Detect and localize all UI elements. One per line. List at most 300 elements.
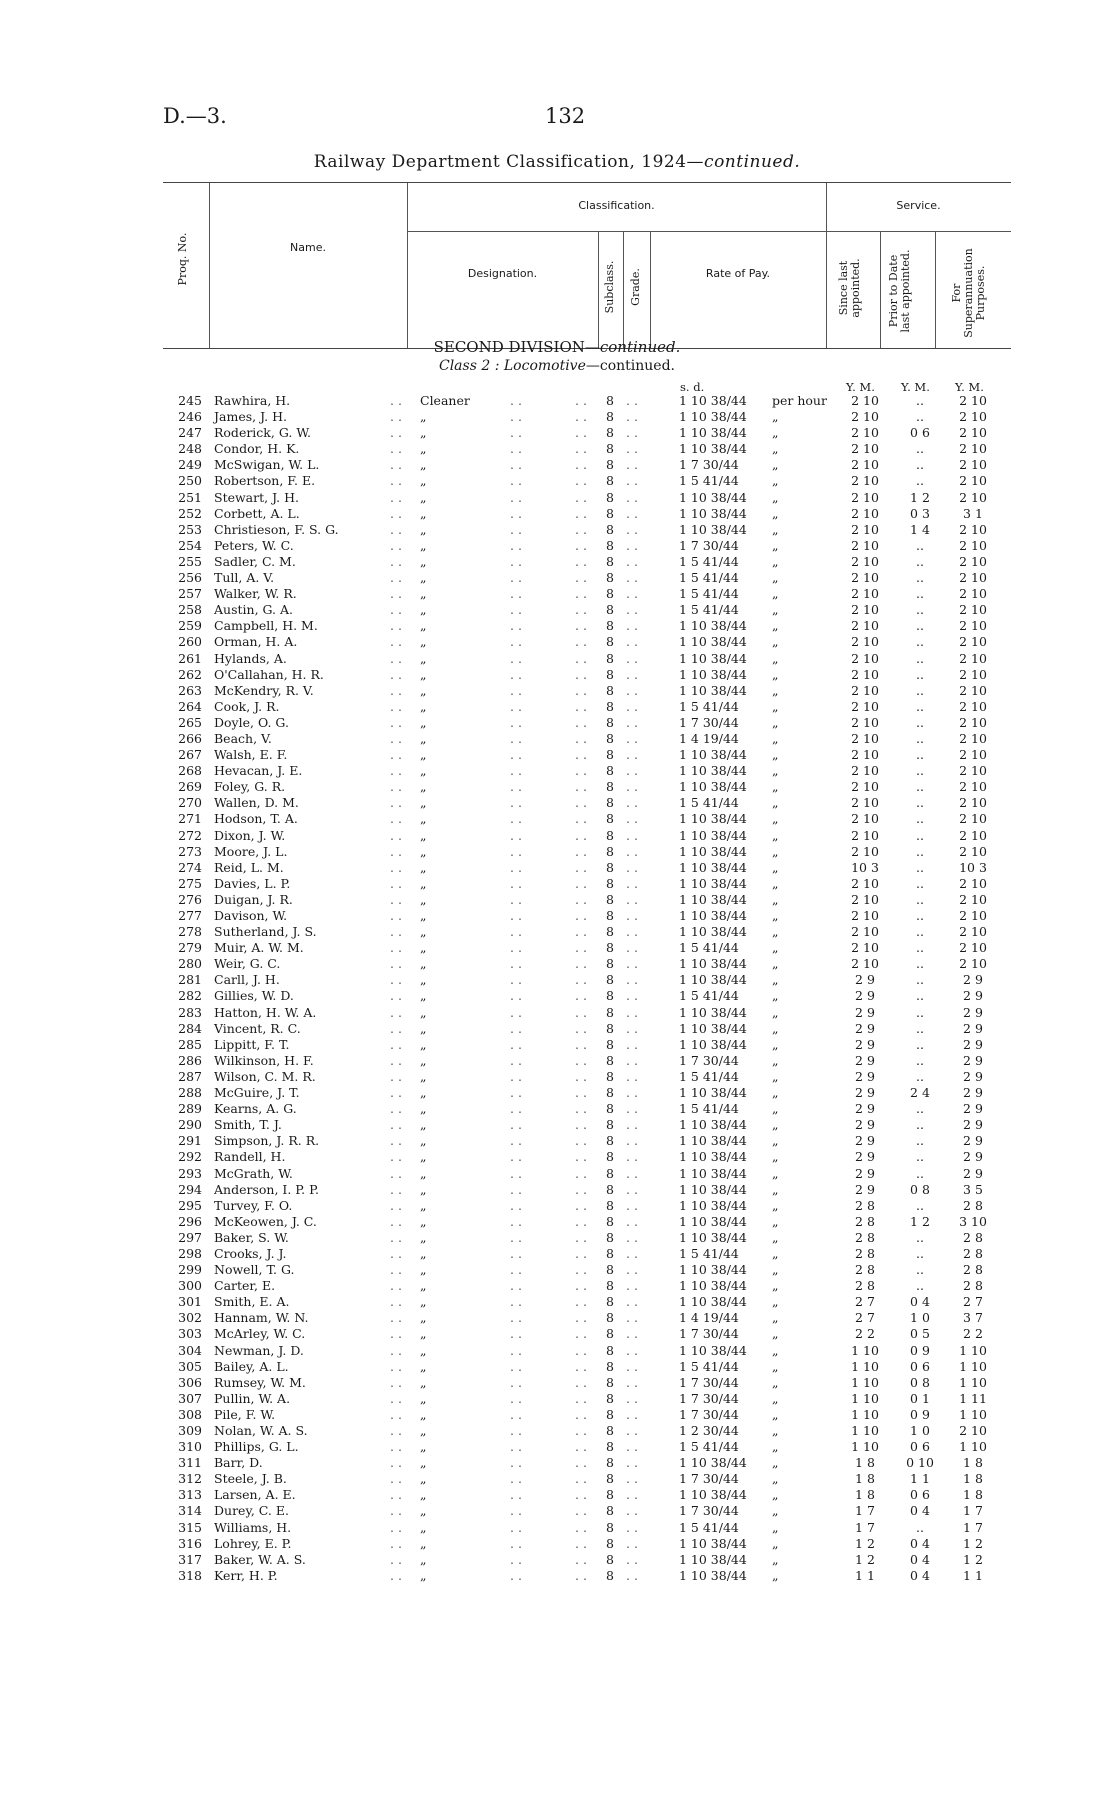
- leader-dots: . .: [510, 1423, 522, 1438]
- leader-dots: . .: [390, 1117, 402, 1133]
- employee-name: Condor, H. K.: [214, 441, 300, 457]
- table-row: [0, 586, 1114, 602]
- table-row: [0, 731, 1114, 747]
- leader-dots: . .: [575, 1181, 587, 1197]
- rate-of-pay: 1 10 38/44: [679, 425, 747, 441]
- table-row: [0, 747, 1114, 763]
- leader-dots: . .: [626, 859, 638, 875]
- leader-dots: . .: [575, 457, 587, 473]
- rate-unit: „: [772, 1197, 779, 1213]
- service-since-last-appointed: 2 7: [855, 1294, 875, 1310]
- service-prior: ..: [916, 763, 924, 779]
- employee-name: McKeowen, J. C.: [214, 1213, 317, 1229]
- subclass: 8: [606, 1245, 614, 1261]
- rate-unit: „: [772, 682, 779, 698]
- leader-dots: . .: [626, 875, 638, 891]
- leader-dots: . .: [390, 1278, 402, 1294]
- service-superannuation: 2 9: [963, 972, 983, 988]
- service-prior: 0 4: [910, 1535, 930, 1551]
- leader-dots: . .: [575, 521, 587, 537]
- employee-name: Hatton, H. W. A.: [214, 1004, 317, 1020]
- leader-dots: . .: [390, 570, 402, 586]
- service-since-last-appointed: 1 1: [855, 1567, 875, 1583]
- service-since-last-appointed: 2 9: [855, 1149, 875, 1165]
- service-since-last-appointed: 2 9: [855, 1085, 875, 1101]
- table-row: [0, 1375, 1114, 1391]
- rate-unit: „: [772, 956, 779, 972]
- leader-dots: . .: [575, 1068, 587, 1084]
- leader-dots: . .: [575, 634, 587, 650]
- rate-of-pay: 1 10 38/44: [679, 1567, 747, 1583]
- table-row: [0, 570, 1114, 586]
- designation: „: [420, 1245, 427, 1261]
- service-prior: 0 4: [910, 1567, 930, 1583]
- service-since-last-appointed: 2 9: [855, 1052, 875, 1068]
- service-prior: ..: [916, 940, 924, 956]
- rate-of-pay: 1 7 30/44: [679, 1326, 739, 1342]
- row-number: 303: [178, 1326, 202, 1342]
- leader-dots: . .: [510, 602, 522, 618]
- service-superannuation: 1 1: [963, 1567, 983, 1583]
- leader-dots: . .: [575, 843, 587, 859]
- employee-name: Nolan, W. A. S.: [214, 1423, 308, 1438]
- leader-dots: . .: [390, 1471, 402, 1487]
- service-prior: ..: [916, 1262, 924, 1278]
- leader-dots: . .: [390, 924, 402, 940]
- subclass: 8: [606, 393, 614, 408]
- table-row: [0, 1568, 1114, 1584]
- leader-dots: . .: [626, 1342, 638, 1358]
- designation: „: [420, 1117, 427, 1133]
- rate-unit: „: [772, 714, 779, 730]
- designation: „: [420, 1229, 427, 1245]
- leader-dots: . .: [626, 1101, 638, 1117]
- leader-dots: . .: [510, 1020, 522, 1036]
- service-since-last-appointed: 2 10: [851, 891, 879, 907]
- leader-dots: . .: [575, 1052, 587, 1068]
- table-row: [0, 876, 1114, 892]
- table-row: [0, 1085, 1114, 1101]
- table-row: [0, 715, 1114, 731]
- rate-of-pay: 1 10 38/44: [679, 972, 747, 988]
- leader-dots: . .: [626, 586, 638, 602]
- leader-dots: . .: [626, 1294, 638, 1310]
- leader-dots: . .: [390, 1197, 402, 1213]
- leader-dots: . .: [626, 537, 638, 553]
- leader-dots: . .: [626, 570, 638, 586]
- service-superannuation: 2 10: [959, 747, 987, 763]
- row-number: 309: [178, 1423, 202, 1438]
- leader-dots: . .: [626, 1133, 638, 1149]
- service-since-last-appointed: 2 9: [855, 1133, 875, 1149]
- service-since-last-appointed: 2 9: [855, 1165, 875, 1181]
- rate-unit: „: [772, 1471, 779, 1487]
- service-prior: 1 1: [910, 1471, 930, 1487]
- service-since-last-appointed: 2 10: [851, 940, 879, 956]
- service-prior: 0 9: [910, 1406, 930, 1422]
- rate-of-pay: 1 5 41/44: [679, 988, 739, 1004]
- rate-unit: „: [772, 1326, 779, 1342]
- service-since-last-appointed: 2 8: [855, 1262, 875, 1278]
- designation: „: [420, 730, 427, 746]
- leader-dots: . .: [575, 1197, 587, 1213]
- leader-dots: . .: [626, 602, 638, 618]
- designation: „: [420, 1326, 427, 1342]
- leader-dots: . .: [390, 602, 402, 618]
- leader-dots: . .: [390, 714, 402, 730]
- leader-dots: . .: [510, 843, 522, 859]
- leader-dots: . .: [510, 1133, 522, 1149]
- unit-ym-since: Y. M.: [846, 380, 875, 394]
- service-since-last-appointed: 2 10: [851, 425, 879, 441]
- row-number: 316: [178, 1535, 202, 1551]
- designation: „: [420, 1262, 427, 1278]
- service-since-last-appointed: 2 10: [851, 473, 879, 489]
- employee-name: Moore, J. L.: [214, 843, 288, 859]
- employee-name: McSwigan, W. L.: [214, 457, 320, 473]
- leader-dots: . .: [390, 972, 402, 988]
- service-superannuation: 2 10: [959, 827, 987, 843]
- subclass: 8: [606, 521, 614, 537]
- leader-dots: . .: [390, 730, 402, 746]
- designation: „: [420, 1423, 427, 1438]
- service-superannuation: 2 10: [959, 666, 987, 682]
- service-since-last-appointed: 1 10: [851, 1439, 879, 1455]
- rate-of-pay: 1 10 38/44: [679, 1278, 747, 1294]
- leader-dots: . .: [510, 747, 522, 763]
- rate-of-pay: 1 10 38/44: [679, 1197, 747, 1213]
- row-number: 262: [178, 666, 202, 682]
- row-number: 279: [178, 940, 202, 956]
- leader-dots: . .: [575, 1439, 587, 1455]
- row-number: 271: [178, 811, 202, 827]
- rate-of-pay: 1 10 38/44: [679, 1133, 747, 1149]
- unit-sd: s. d.: [680, 380, 705, 394]
- leader-dots: . .: [510, 1503, 522, 1519]
- row-number: 289: [178, 1101, 202, 1117]
- leader-dots: . .: [626, 988, 638, 1004]
- employee-name: Randell, H.: [214, 1149, 286, 1165]
- leader-dots: . .: [626, 441, 638, 457]
- rate-unit: „: [772, 972, 779, 988]
- designation: „: [420, 875, 427, 891]
- employee-name: Roderick, G. W.: [214, 425, 311, 441]
- service-superannuation: 2 9: [963, 988, 983, 1004]
- leader-dots: . .: [626, 1374, 638, 1390]
- service-superannuation: 1 8: [963, 1471, 983, 1487]
- service-prior: ..: [916, 618, 924, 634]
- service-prior: ..: [916, 586, 924, 602]
- rate-unit: „: [772, 457, 779, 473]
- service-prior: ..: [916, 634, 924, 650]
- leader-dots: . .: [575, 1567, 587, 1583]
- leader-dots: . .: [510, 1278, 522, 1294]
- leader-dots: . .: [575, 1406, 587, 1422]
- rate-of-pay: 1 5 41/44: [679, 553, 739, 569]
- service-superannuation: 2 2: [963, 1326, 983, 1342]
- rate-of-pay: 1 10 38/44: [679, 843, 747, 859]
- designation: „: [420, 1471, 427, 1487]
- leader-dots: . .: [575, 666, 587, 682]
- leader-dots: . .: [390, 795, 402, 811]
- leader-dots: . .: [626, 1551, 638, 1567]
- leader-dots: . .: [575, 1487, 587, 1503]
- service-since-last-appointed: 2 10: [851, 698, 879, 714]
- leader-dots: . .: [390, 1455, 402, 1471]
- leader-dots: . .: [510, 1245, 522, 1261]
- row-number: 273: [178, 843, 202, 859]
- service-prior: ..: [916, 666, 924, 682]
- employee-name: Pile, F. W.: [214, 1406, 276, 1422]
- rate-unit: „: [772, 1551, 779, 1567]
- designation: „: [420, 843, 427, 859]
- table-row: [0, 828, 1114, 844]
- rate-of-pay: 1 10 38/44: [679, 763, 747, 779]
- leader-dots: . .: [575, 1085, 587, 1101]
- row-number: 248: [178, 441, 202, 457]
- designation: „: [420, 763, 427, 779]
- service-prior: ..: [916, 602, 924, 618]
- rate-unit: „: [772, 1133, 779, 1149]
- rate-unit: „: [772, 1085, 779, 1101]
- table-row: [0, 972, 1114, 988]
- employee-name: Williams, H.: [214, 1519, 292, 1535]
- subclass: 8: [606, 763, 614, 779]
- service-prior: ..: [916, 1117, 924, 1133]
- row-number: 275: [178, 875, 202, 891]
- leader-dots: . .: [510, 1101, 522, 1117]
- leader-dots: . .: [575, 505, 587, 521]
- subclass: 8: [606, 425, 614, 441]
- employee-name: O'Callahan, H. R.: [214, 666, 324, 682]
- leader-dots: . .: [626, 1165, 638, 1181]
- rate-unit: „: [772, 1101, 779, 1117]
- table-row: [0, 924, 1114, 940]
- service-since-last-appointed: 2 10: [851, 763, 879, 779]
- rate-unit: „: [772, 409, 779, 425]
- leader-dots: . .: [390, 521, 402, 537]
- service-superannuation: 2 10: [959, 956, 987, 972]
- rate-of-pay: 1 10 38/44: [679, 1487, 747, 1503]
- leader-dots: . .: [510, 698, 522, 714]
- service-prior: ..: [916, 1133, 924, 1149]
- rate-of-pay: 1 5 41/44: [679, 602, 739, 618]
- rate-unit: „: [772, 1068, 779, 1084]
- leader-dots: . .: [390, 1262, 402, 1278]
- leader-dots: . .: [390, 875, 402, 891]
- rate-of-pay: 1 5 41/44: [679, 586, 739, 602]
- service-superannuation: 1 2: [963, 1551, 983, 1567]
- leader-dots: . .: [510, 1406, 522, 1422]
- leader-dots: . .: [575, 409, 587, 425]
- leader-dots: . .: [626, 811, 638, 827]
- service-prior: ..: [916, 1165, 924, 1181]
- rate-unit: „: [772, 859, 779, 875]
- rate-of-pay: 1 10 38/44: [679, 1229, 747, 1245]
- row-number: 307: [178, 1390, 202, 1406]
- service-superannuation: 2 10: [959, 779, 987, 795]
- employee-name: Baker, S. W.: [214, 1229, 289, 1245]
- leader-dots: . .: [510, 811, 522, 827]
- service-prior: 1 4: [910, 521, 930, 537]
- rate-unit: „: [772, 1358, 779, 1374]
- leader-dots: . .: [510, 1390, 522, 1406]
- rate-unit: „: [772, 521, 779, 537]
- leader-dots: . .: [510, 1374, 522, 1390]
- service-superannuation: 10 3: [959, 859, 987, 875]
- leader-dots: . .: [510, 795, 522, 811]
- table-row: [0, 490, 1114, 506]
- leader-dots: . .: [390, 1149, 402, 1165]
- designation: „: [420, 908, 427, 923]
- employee-name: Corbett, A. L.: [214, 505, 300, 521]
- service-since-last-appointed: 1 8: [855, 1487, 875, 1503]
- service-superannuation: 2 10: [959, 940, 987, 956]
- leader-dots: . .: [390, 1020, 402, 1036]
- employee-name: Sadler, C. M.: [214, 553, 296, 569]
- subclass: 8: [606, 779, 614, 795]
- rate-of-pay: 1 7 30/44: [679, 1374, 739, 1390]
- designation: „: [420, 811, 427, 827]
- service-superannuation: 2 8: [963, 1278, 983, 1294]
- rate-unit: „: [772, 1052, 779, 1068]
- table-row: [0, 956, 1114, 972]
- rate-of-pay: 1 10 38/44: [679, 1165, 747, 1181]
- employee-name: Campbell, H. M.: [214, 618, 318, 634]
- row-number: 286: [178, 1052, 202, 1068]
- leader-dots: . .: [626, 1020, 638, 1036]
- service-superannuation: 2 10: [959, 908, 987, 923]
- rate-unit: „: [772, 1213, 779, 1229]
- designation: „: [420, 1052, 427, 1068]
- table-row: [0, 1198, 1114, 1214]
- designation: „: [420, 425, 427, 441]
- table-row: [0, 988, 1114, 1004]
- table-row: [0, 473, 1114, 489]
- leader-dots: . .: [626, 1036, 638, 1052]
- service-superannuation: 2 10: [959, 650, 987, 666]
- service-prior: ..: [916, 537, 924, 553]
- subclass: 8: [606, 1068, 614, 1084]
- subclass: 8: [606, 1455, 614, 1471]
- rate-unit: „: [772, 891, 779, 907]
- leader-dots: . .: [626, 730, 638, 746]
- service-prior: 1 2: [910, 489, 930, 505]
- leader-dots: . .: [626, 747, 638, 763]
- leader-dots: . .: [390, 537, 402, 553]
- subclass: 8: [606, 505, 614, 521]
- designation: „: [420, 859, 427, 875]
- employee-name: Steele, J. B.: [214, 1471, 287, 1487]
- rate-of-pay: 1 10 38/44: [679, 682, 747, 698]
- service-since-last-appointed: 2 10: [851, 650, 879, 666]
- row-number: 284: [178, 1020, 202, 1036]
- service-since-last-appointed: 2 10: [851, 730, 879, 746]
- designation: „: [420, 1278, 427, 1294]
- service-superannuation: 2 8: [963, 1262, 983, 1278]
- row-number: 318: [178, 1567, 202, 1583]
- table-row: [0, 1503, 1114, 1519]
- leader-dots: . .: [626, 489, 638, 505]
- service-prior: ..: [916, 1004, 924, 1020]
- leader-dots: . .: [390, 473, 402, 489]
- employee-name: Rumsey, W. M.: [214, 1374, 306, 1390]
- rate-of-pay: 1 5 41/44: [679, 1101, 739, 1117]
- leader-dots: . .: [510, 924, 522, 940]
- rate-of-pay: 1 7 30/44: [679, 537, 739, 553]
- service-prior: ..: [916, 698, 924, 714]
- rate-unit: „: [772, 1439, 779, 1455]
- leader-dots: . .: [575, 1278, 587, 1294]
- rate-unit: „: [772, 1374, 779, 1390]
- rate-of-pay: 1 4 19/44: [679, 1310, 739, 1326]
- rate-of-pay: 1 5 41/44: [679, 940, 739, 956]
- leader-dots: . .: [510, 714, 522, 730]
- rate-unit: „: [772, 537, 779, 553]
- rate-of-pay: 1 10 38/44: [679, 1551, 747, 1567]
- leader-dots: . .: [575, 1149, 587, 1165]
- leader-dots: . .: [575, 602, 587, 618]
- table-row: [0, 795, 1114, 811]
- designation: „: [420, 1406, 427, 1422]
- service-superannuation: 2 10: [959, 537, 987, 553]
- service-superannuation: 1 7: [963, 1519, 983, 1535]
- leader-dots: . .: [510, 505, 522, 521]
- service-prior: ..: [916, 1052, 924, 1068]
- leader-dots: . .: [510, 409, 522, 425]
- rate-unit: „: [772, 795, 779, 811]
- designation: „: [420, 682, 427, 698]
- rate-of-pay: 1 10 38/44: [679, 1020, 747, 1036]
- employee-name: Austin, G. A.: [214, 602, 293, 618]
- service-superannuation: 1 10: [959, 1342, 987, 1358]
- leader-dots: . .: [575, 1213, 587, 1229]
- service-superannuation: 2 9: [963, 1117, 983, 1133]
- rate-of-pay: 1 10 38/44: [679, 1036, 747, 1052]
- rate-of-pay: 1 10 38/44: [679, 505, 747, 521]
- leader-dots: . .: [390, 747, 402, 763]
- row-number: 282: [178, 988, 202, 1004]
- rate-of-pay: 1 10 38/44: [679, 859, 747, 875]
- leader-dots: . .: [626, 1068, 638, 1084]
- subclass: 8: [606, 1213, 614, 1229]
- leader-dots: . .: [390, 1439, 402, 1455]
- leader-dots: . .: [390, 425, 402, 441]
- table-row: [0, 811, 1114, 827]
- leader-dots: . .: [390, 650, 402, 666]
- service-prior: 0 3: [910, 505, 930, 521]
- leader-dots: . .: [575, 1165, 587, 1181]
- service-since-last-appointed: 2 9: [855, 1181, 875, 1197]
- service-superannuation: 2 10: [959, 393, 987, 408]
- service-superannuation: 2 10: [959, 473, 987, 489]
- leader-dots: . .: [575, 1262, 587, 1278]
- leader-dots: . .: [510, 940, 522, 956]
- leader-dots: . .: [575, 393, 587, 408]
- service-since-last-appointed: 2 9: [855, 972, 875, 988]
- service-prior: ..: [916, 779, 924, 795]
- leader-dots: . .: [390, 1519, 402, 1535]
- subclass: 8: [606, 924, 614, 940]
- designation: „: [420, 634, 427, 650]
- subclass: 8: [606, 1439, 614, 1455]
- service-prior: 0 8: [910, 1181, 930, 1197]
- table-row: [0, 892, 1114, 908]
- subclass: 8: [606, 1262, 614, 1278]
- row-number: 272: [178, 827, 202, 843]
- service-superannuation: 1 7: [963, 1503, 983, 1519]
- rate-of-pay: 1 5 41/44: [679, 698, 739, 714]
